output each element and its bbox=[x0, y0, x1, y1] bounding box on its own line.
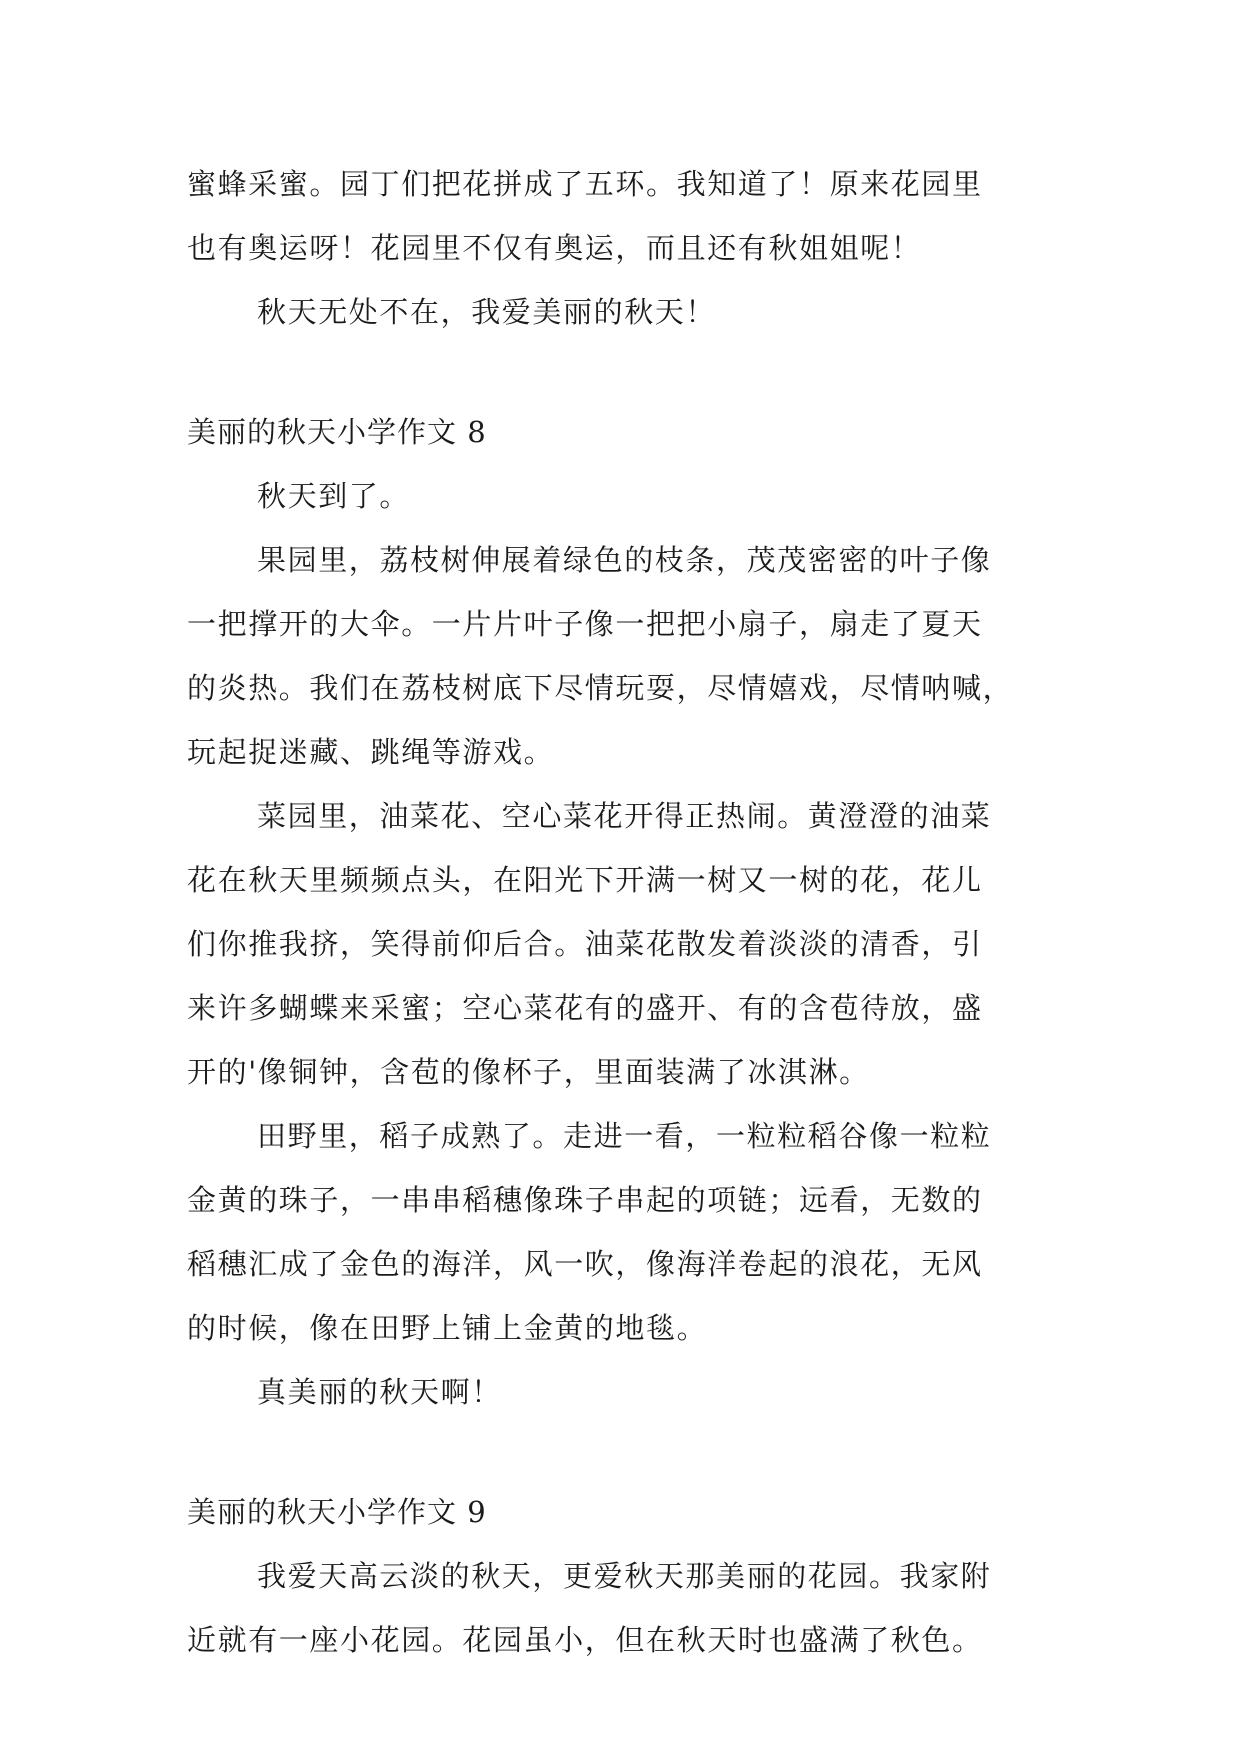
paragraph-line: 近就有一座小花园。花园虽小，但在秋天时也盛满了秋色。 bbox=[187, 1623, 983, 1657]
paragraph-line: 玩起捉迷藏、跳绳等游戏。 bbox=[187, 735, 555, 769]
document-body bbox=[187, 152, 1057, 1672]
paragraph-line: 果园里，荔枝树伸展着绿色的枝条，茂茂密密的叶子像 bbox=[257, 543, 992, 577]
paragraph-line: 也有奥运呀！花园里不仅有奥运，而且还有秋姐姐呢！ bbox=[187, 231, 922, 265]
essay-8-title: 美丽的秋天小学作文 8 bbox=[187, 415, 487, 449]
paragraph-line: 花在秋天里频频点头，在阳光下开满一树又一树的花，花儿 bbox=[187, 863, 983, 897]
section-gap bbox=[187, 344, 1057, 400]
paragraph-line: 真美丽的秋天啊！ bbox=[257, 1375, 502, 1409]
paragraph-line: 金黄的珠子，一串串稻穗像珠子串起的项链；远看，无数的 bbox=[187, 1183, 983, 1217]
paragraph-line: 们你推我挤，笑得前仰后合。油菜花散发着淡淡的清香，引 bbox=[187, 927, 983, 961]
paragraph-line: 菜园里，油菜花、空心菜花开得正热闹。黄澄澄的油菜 bbox=[257, 799, 992, 833]
paragraph-line: 稻穗汇成了金色的海洋，风一吹，像海洋卷起的浪花，无风 bbox=[187, 1247, 983, 1281]
paragraph-line: 的炎热。我们在荔枝树底下尽情玩耍，尽情嬉戏，尽情呐喊， bbox=[187, 671, 1014, 705]
paragraph-line: 田野里，稻子成熟了。走进一看，一粒粒稻谷像一粒粒 bbox=[257, 1119, 992, 1153]
essay-9-title: 美丽的秋天小学作文 9 bbox=[187, 1495, 487, 1529]
section-gap bbox=[187, 1424, 1057, 1480]
paragraph-line: 来许多蝴蝶来采蜜；空心菜花有的盛开、有的含苞待放，盛 bbox=[187, 991, 983, 1025]
paragraph-line: 秋天到了。 bbox=[257, 479, 411, 513]
paragraph-line: 蜜蜂采蜜。园丁们把花拼成了五环。我知道了！原来花园里 bbox=[187, 167, 983, 201]
paragraph-line: 的时候，像在田野上铺上金黄的地毯。 bbox=[187, 1311, 708, 1345]
paragraph-line: 我爱天高云淡的秋天，更爱秋天那美丽的花园。我家附 bbox=[257, 1559, 992, 1593]
paragraph-line: 秋天无处不在，我爱美丽的秋天！ bbox=[257, 295, 717, 329]
paragraph-line: 一把撑开的大伞。一片片叶子像一把把小扇子，扇走了夏天 bbox=[187, 607, 983, 641]
paragraph-line: 开的'像铜钟，含苞的像杯子，里面装满了冰淇淋。 bbox=[187, 1055, 870, 1089]
